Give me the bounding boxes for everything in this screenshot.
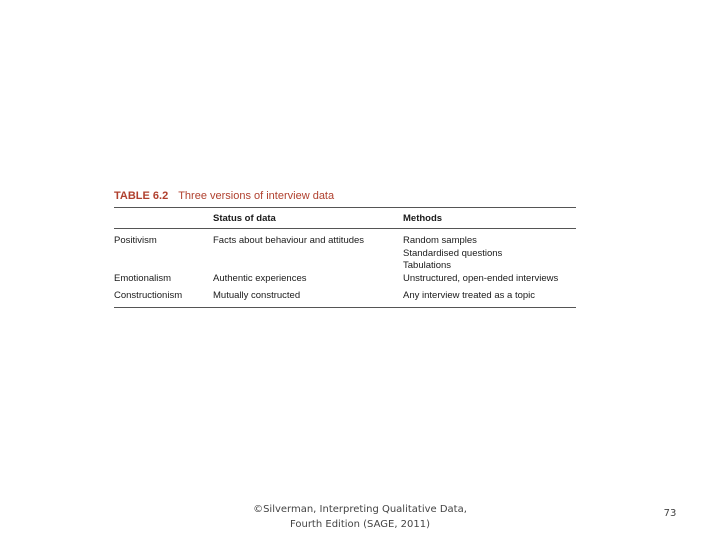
data-table xyxy=(114,188,576,308)
cell-version: Positivism xyxy=(114,235,157,246)
method-line: Standardised questions xyxy=(403,247,503,259)
method-line: Random samples xyxy=(403,235,477,246)
table-bottom-rule xyxy=(114,307,576,308)
citation-line-1: ©Silverman, Interpreting Qualitative Data, xyxy=(253,504,467,515)
table-row xyxy=(114,229,576,273)
page-number: 73 xyxy=(663,508,677,519)
table-number: TABLE 6.2 xyxy=(114,190,169,202)
cell-methods: Any interview treated as a topic xyxy=(403,290,536,301)
header-cell-status: Status of data xyxy=(213,213,276,224)
cell-status: Mutually constructed xyxy=(213,290,301,301)
citation-line-2: Fourth Edition (SAGE, 2011) xyxy=(289,519,431,530)
table-caption xyxy=(114,188,576,204)
cell-status: Facts about behaviour and attitudes xyxy=(213,235,365,246)
cell-version: Emotionalism xyxy=(114,273,172,284)
cell-version: Constructionism xyxy=(114,290,183,301)
cell-methods: Unstructured, open-ended interviews xyxy=(403,273,559,284)
cell-methods xyxy=(403,235,502,273)
header-cell-methods: Methods xyxy=(403,213,443,224)
citation-footer xyxy=(240,502,480,532)
cell-status: Authentic experiences xyxy=(213,273,307,284)
method-line: Tabulations xyxy=(403,260,452,271)
table-row xyxy=(114,290,576,307)
table-row xyxy=(114,273,576,290)
table-title: Three versions of interview data xyxy=(178,190,335,202)
table-header-row xyxy=(114,208,576,228)
